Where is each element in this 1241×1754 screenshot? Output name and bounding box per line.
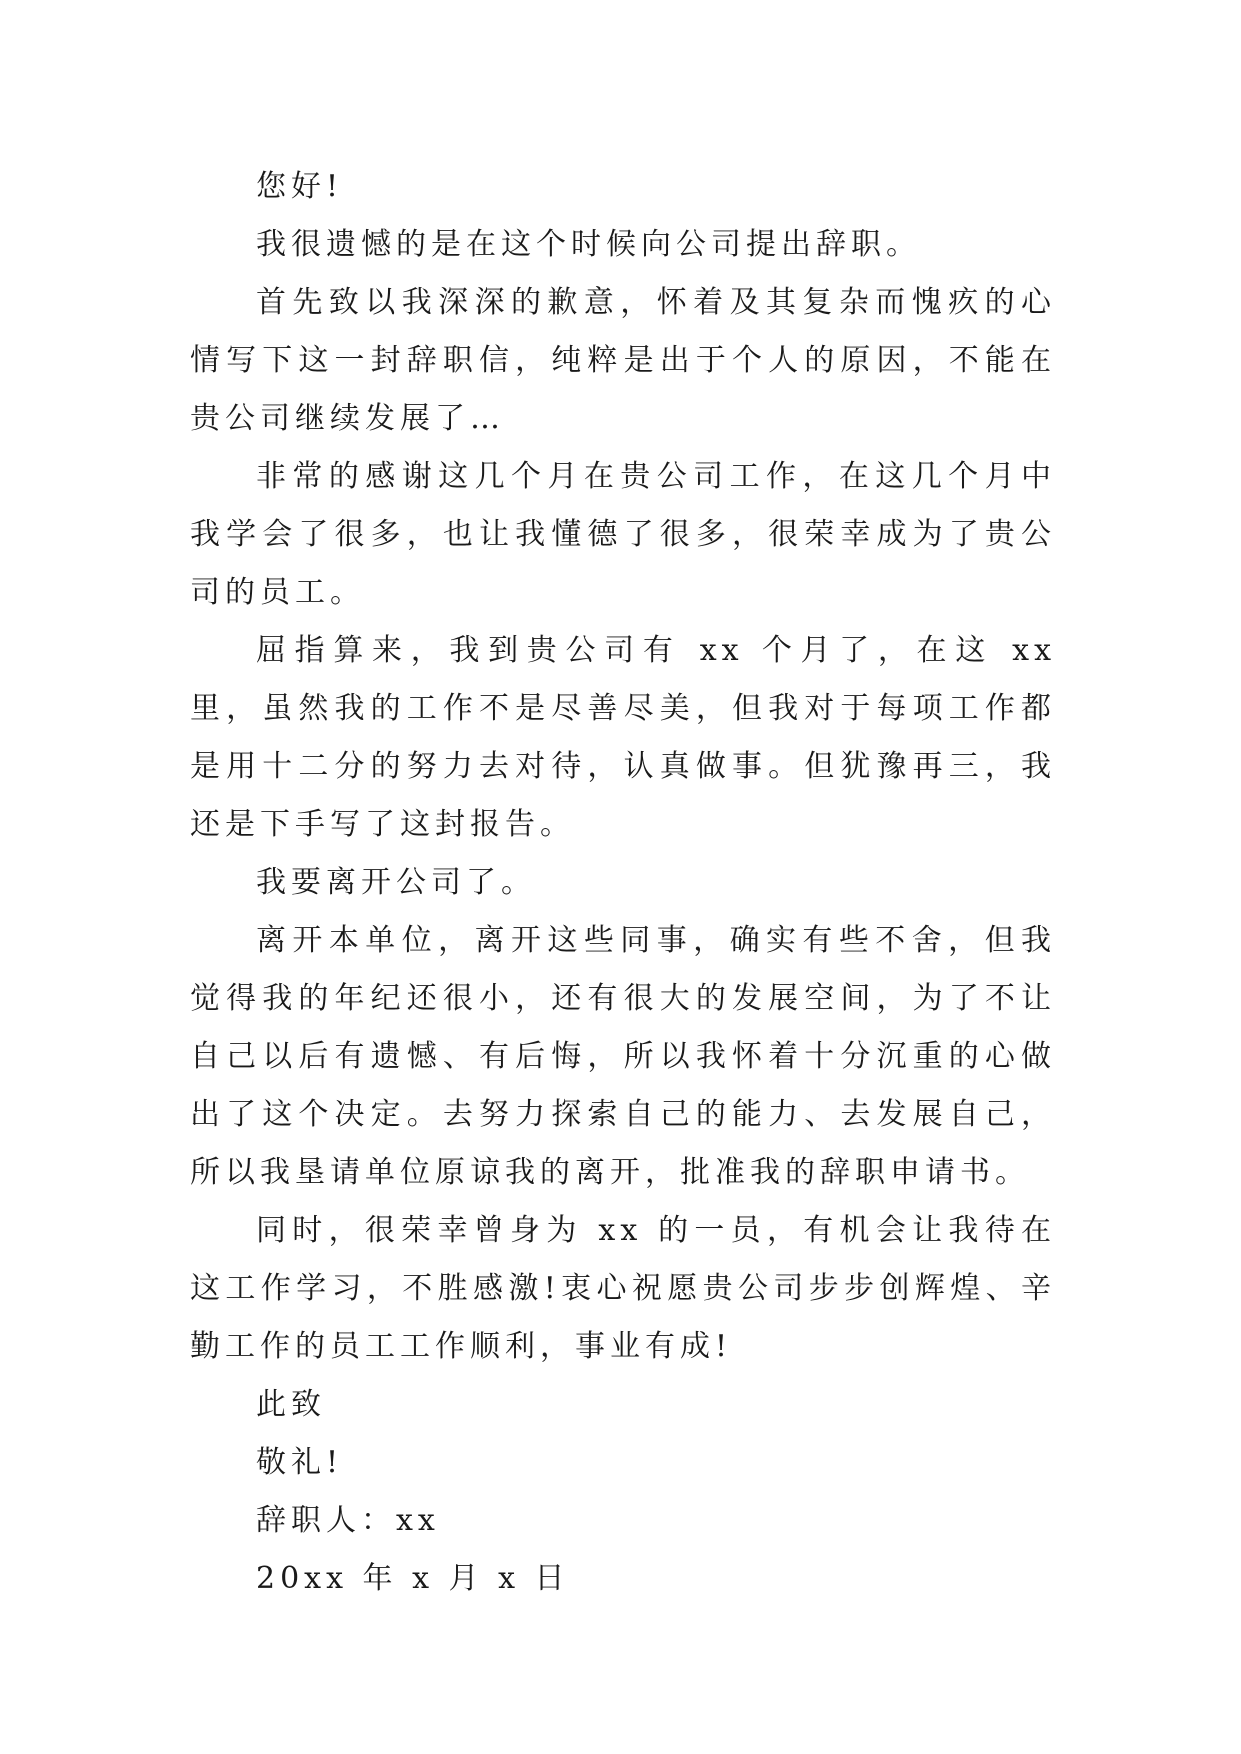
- paragraph-leaving: 我要离开公司了。: [256, 865, 536, 900]
- closing-salutation: 此致: [256, 1387, 326, 1422]
- signature-line: 辞职人：xx: [256, 1503, 440, 1538]
- date-line: 20xx 年 x 月 x 日: [256, 1561, 570, 1596]
- paragraph-wishes: 同时，很荣幸曾身为 xx 的一员，有机会让我待在这工作学习，不胜感激!衷心祝愿贵公司步步创辉煌、辛勤工作的员工工作顺利，事业有成!: [190, 1213, 1056, 1364]
- paragraph-apology: 首先致以我深深的歉意，怀着及其复杂而愧疚的心情写下这一封辞职信，纯粹是出于个人的原因，不能在贵公司继续发展了…: [190, 285, 1056, 436]
- paragraph-tenure: 屈指算来，我到贵公司有 xx 个月了，在这 xx 里，虽然我的工作不是尽善尽美，但我对于每项工作都是用十二分的努力去对待，认真做事。但犹豫再三，我还是下手写了这封报告。: [190, 633, 1056, 842]
- paragraph-thanks: 非常的感谢这几个月在贵公司工作，在这几个月中我学会了很多，也让我懂德了很多，很荣幸成为了贵公司的员工。: [190, 459, 1056, 610]
- greeting: 您好!: [256, 169, 344, 204]
- closing-regards: 敬礼!: [256, 1445, 344, 1480]
- paragraph-regret: 我很遗憾的是在这个时候向公司提出辞职。: [256, 227, 921, 262]
- paragraph-reason: 离开本单位，离开这些同事，确实有些不舍，但我觉得我的年纪还很小，还有很大的发展空间，为了不让自己以后有遗憾、有后悔，所以我怀着十分沉重的心做出了这个决定。去努力探索自己的能力、去发展自己，所以我垦请单位原谅我的离开，批准我的辞职申请书。: [190, 923, 1056, 1190]
- document-body: [190, 158, 1056, 1608]
